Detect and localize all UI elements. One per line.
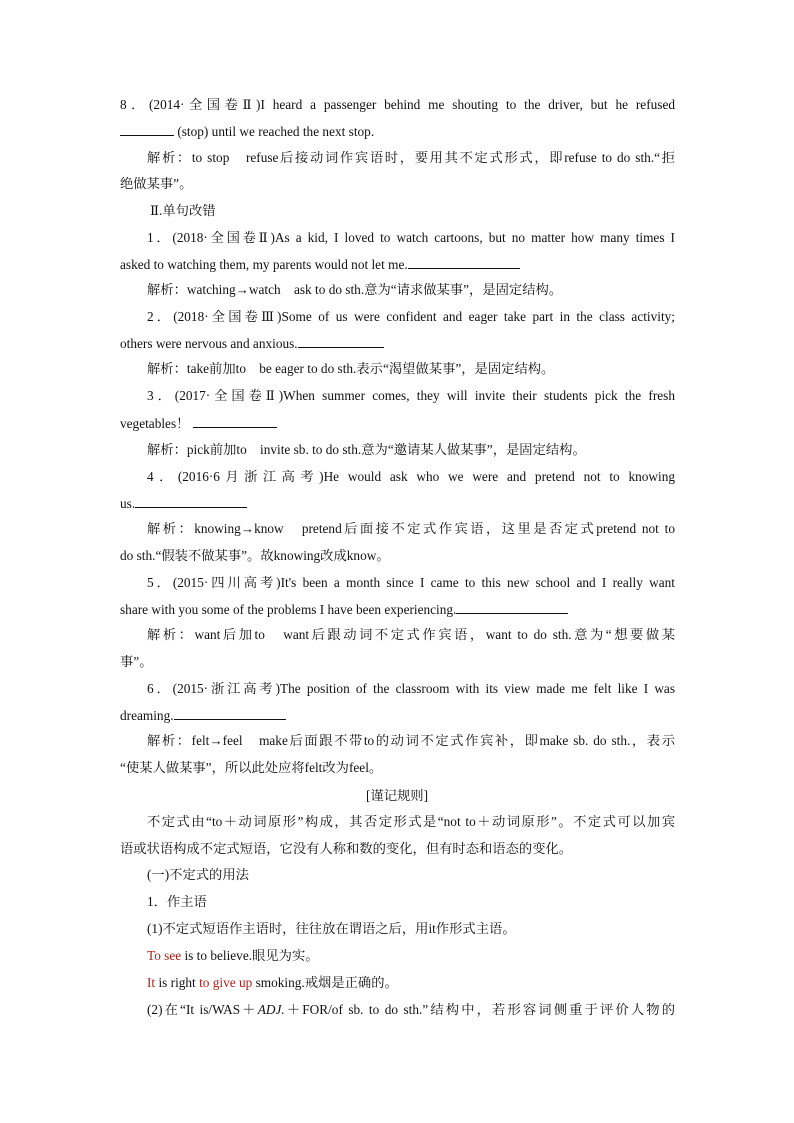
usage-subheading: 1．作主语 <box>147 894 207 909</box>
q4-answer-line2: do sth.“假装不做某事”。故knowing改成know。 <box>120 548 390 563</box>
usage-rule-2 <box>147 1001 675 1019</box>
answer-blank[interactable] <box>193 414 277 428</box>
q5-line1: 5．(2015·四川高考)It's been a month since I came to this new school and I really want <box>147 575 675 590</box>
q5-line2-text: share with you some of the problems I have been experiencing. <box>120 602 457 617</box>
q8-answer-line1: 解析：to stop refuse后接动词作宾语时，要用其不定式形式，即refuse to do sth.“拒 <box>147 150 675 165</box>
q5-line2 <box>120 600 568 619</box>
usage-rule-2-pre: (2)在“It is/WAS＋ <box>147 1002 258 1017</box>
q8-line1: 8．(2014·全国卷Ⅱ)I heard a passenger behind me shouting to the driver, but he refused <box>120 97 675 112</box>
q6-answer-line2: “使某人做某事”，所以此处应将felt改为feel。 <box>120 760 383 775</box>
q4-line1: 4．(2016·6月浙江高考)He would ask who we were and pretend not to knowing <box>147 469 675 484</box>
q3-answer: 解析：pick前加to invite sb. to do sth.意为“邀请某人做某事”，是固定结构。 <box>147 442 586 457</box>
q4-line2-text: us. <box>120 496 136 511</box>
q6-answer-line1: 解析：felt→feel make后面跟不带to的动词不定式作宾补，即make sb. do sth.，表示 <box>147 733 675 748</box>
answer-blank[interactable] <box>135 494 247 508</box>
answer-blank[interactable] <box>298 334 384 348</box>
q4-line2 <box>120 494 247 513</box>
answer-blank[interactable] <box>120 122 174 136</box>
q4-answer-line1: 解析：knowing→know pretend后面接不定式作宾语，这里是否定式pretend not to <box>147 521 675 536</box>
q3-line2 <box>120 414 277 433</box>
q3-line2-text: vegetables！ <box>120 416 190 431</box>
example-1-text: is to believe.眼见为实。 <box>181 948 319 963</box>
example-2-highlight-2: to give up <box>199 975 253 990</box>
q6-line2-text: dreaming. <box>120 708 174 723</box>
q2-line2 <box>120 334 384 353</box>
example-1 <box>147 947 319 965</box>
answer-blank[interactable] <box>174 706 286 720</box>
q1-answer: 解析：watching→watch ask to do sth.意为“请求做某事”，是固定结构。 <box>147 282 563 297</box>
answer-blank[interactable] <box>408 255 520 269</box>
q8-line2-text: (stop) until we reached the next stop. <box>177 124 375 139</box>
example-1-highlight: To see <box>147 948 182 963</box>
answer-blank[interactable] <box>456 600 568 614</box>
q2-answer: 解析：take前加to be eager to do sth.表示“渴望做某事”，是固定结构。 <box>147 361 555 376</box>
q2-line2-text: others were nervous and anxious. <box>120 336 298 351</box>
q5-answer-line2: 事”。 <box>120 654 153 669</box>
q8-line2 <box>120 122 374 141</box>
usage-rule-1: (1)不定式短语作主语时，往往放在谓语之后，用it作形式主语。 <box>147 921 516 936</box>
usage-heading: (一)不定式的用法 <box>147 867 249 882</box>
rules-heading: [谨记规则] <box>365 788 429 803</box>
section-heading: Ⅱ.单句改错 <box>150 203 216 218</box>
q6-line2 <box>120 706 286 725</box>
q5-answer-line1: 解析：want后加to want后跟动词不定式作宾语，want to do sth.意为“想要做某 <box>147 627 675 642</box>
example-2-text-2: smoking.戒烟是正确的。 <box>252 975 398 990</box>
example-2 <box>147 974 398 992</box>
rules-paragraph-line1: 不定式由“to＋动词原形”构成，其否定形式是“not to＋动词原形”。不定式可以加宾 <box>147 814 675 829</box>
example-2-highlight-1: It <box>147 975 156 990</box>
example-2-text-1: is right <box>155 975 200 990</box>
usage-rule-2-adj: ADJ. <box>257 1002 285 1017</box>
q8-answer-line2: 绝做某事”。 <box>120 176 193 191</box>
q3-line1: 3．(2017·全国卷Ⅱ)When summer comes, they will invite their students pick the fresh <box>147 388 675 403</box>
q1-line1: 1．(2018·全国卷Ⅱ)As a kid, I loved to watch cartoons, but no matter how many times I <box>147 230 675 245</box>
q6-line1: 6．(2015·浙江高考)The position of the classroom with its view made me felt like I was <box>147 681 675 696</box>
q1-line2-text: asked to watching them, my parents would not let me. <box>120 257 408 272</box>
q2-line1: 2．(2018·全国卷Ⅲ)Some of us were confident and eager take part in the class activity; <box>147 309 675 324</box>
usage-rule-2-post: ＋FOR/of sb. to do sth.”结构中，若形容词侧重于评价人物的 <box>284 1002 675 1017</box>
rules-paragraph-line2: 语或状语构成不定式短语，它没有人称和数的变化，但有时态和语态的变化。 <box>120 841 573 856</box>
q1-line2 <box>120 255 520 274</box>
